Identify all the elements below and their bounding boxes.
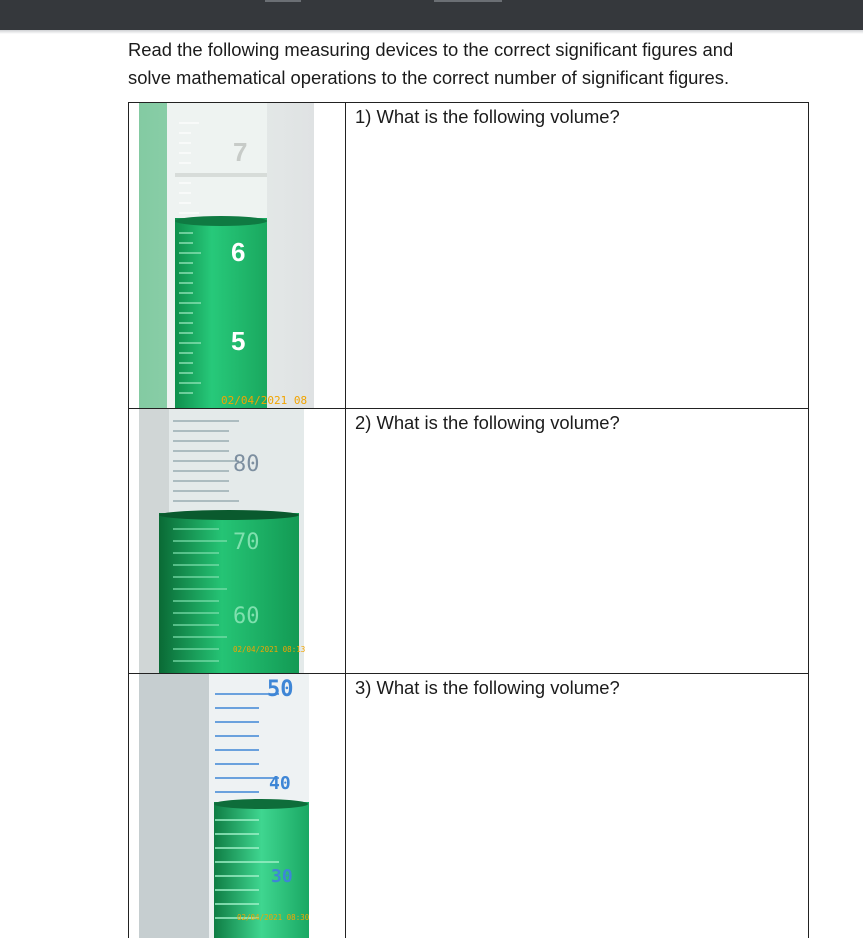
toolbar-indicator xyxy=(265,0,301,2)
question-3-text: 3) What is the following volume? xyxy=(355,677,620,698)
graduated-cylinder-photo-2 xyxy=(128,408,346,674)
answer-cell[interactable] xyxy=(345,673,809,938)
table-row xyxy=(128,673,809,938)
mark-label: 40 xyxy=(269,773,291,794)
instructions-paragraph xyxy=(128,36,808,92)
instructions-line-1: Read the following measuring devices to the correct significant figures and xyxy=(128,39,734,60)
mark-label: 70 xyxy=(233,530,260,555)
table-row xyxy=(128,408,809,674)
photo-timestamp: 02/04/2021 08 xyxy=(221,394,308,407)
questions-table xyxy=(128,102,809,938)
graduated-cylinder-photo-1 xyxy=(128,102,346,409)
mark-label: 30 xyxy=(271,866,293,887)
viewer-toolbar xyxy=(0,0,863,30)
table-row xyxy=(128,102,809,409)
mark-label: 7 xyxy=(233,137,248,167)
mark-label: 80 xyxy=(233,452,260,477)
mark-label: 6 xyxy=(231,237,246,267)
mark-label: 5 xyxy=(231,326,246,356)
photo-timestamp: 02/04/2021 08:13 xyxy=(233,645,306,654)
instructions-line-2: solve mathematical operations to the correct number of significant figures. xyxy=(128,67,730,88)
photo-timestamp: 02/04/2021 08:30 xyxy=(237,913,310,922)
graduated-cylinder-photo-3 xyxy=(128,673,346,938)
mark-label: 60 xyxy=(233,604,260,629)
toolbar-indicator xyxy=(434,0,502,2)
question-2-text: 2) What is the following volume? xyxy=(355,412,620,433)
answer-cell[interactable] xyxy=(345,408,809,674)
question-1-text: 1) What is the following volume? xyxy=(355,106,620,127)
answer-cell[interactable] xyxy=(345,102,809,409)
mark-label: 50 xyxy=(267,677,294,702)
